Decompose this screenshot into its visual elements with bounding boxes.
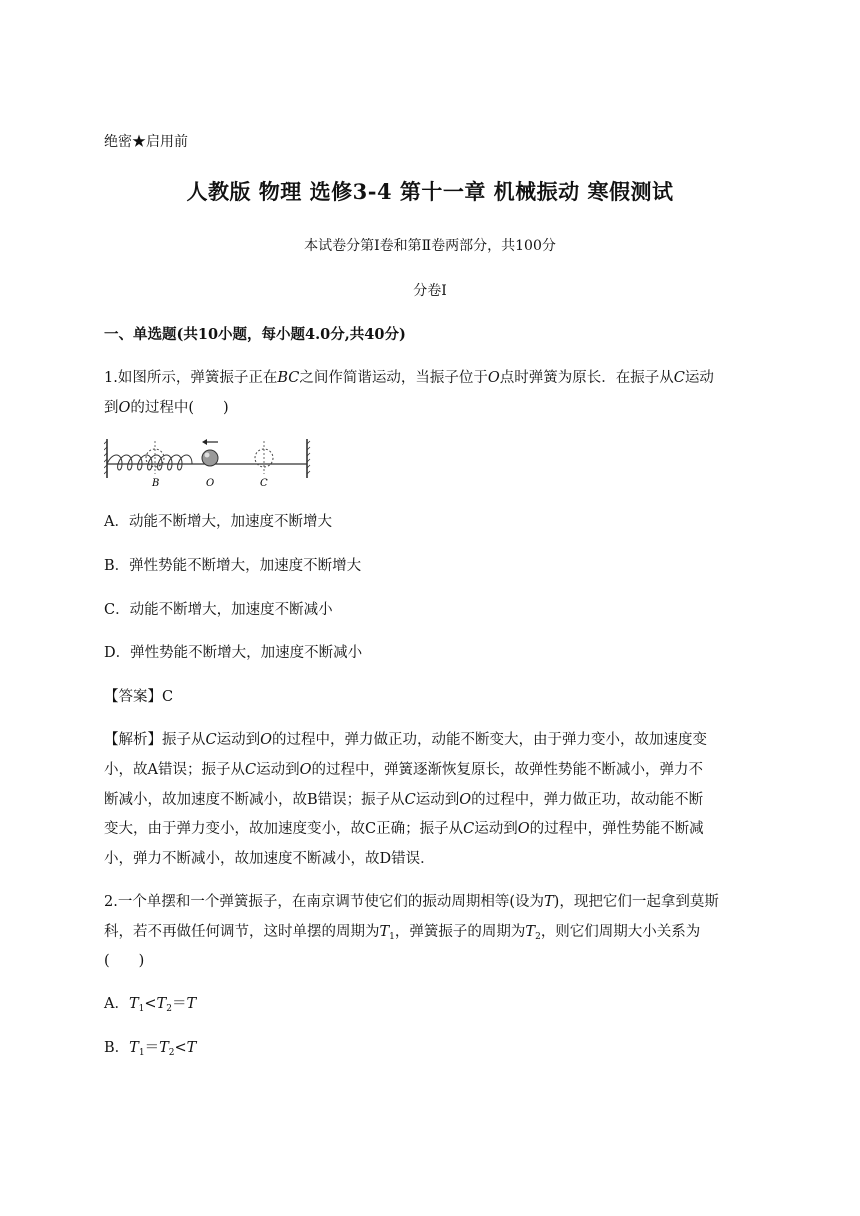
q1-analysis-line-3: 断减小，故加速度不断减小，故B错误；振子从C运动到O的过程中，弹力做正功，故动能不断 (104, 792, 704, 808)
exam-subtitle: 本试卷分第Ⅰ卷和第Ⅱ卷两部分，共100分 (304, 238, 556, 254)
q1-analysis-line-4: 变大，由于弹力变小，故加速度变小，故C正确；振子从C运动到O的过程中，弹性势能不断减 (104, 821, 704, 837)
part-label: 分卷I (413, 283, 447, 299)
q2-stem-line-3: ( ) (104, 953, 145, 969)
q1-analysis-line-2: 小，故A错误；振子从C运动到O的过程中，弹簧逐渐恢复原长，故弹性势能不断减小，弹力不 (104, 762, 703, 778)
q1-answer: 【答案】C (104, 689, 174, 705)
label-o: O (206, 478, 215, 488)
label-b: B (152, 478, 160, 488)
spring-oscillator-figure (104, 436, 319, 488)
exam-title: 人教版 物理 选修3-4 第十一章 机械振动 寒假测试 (186, 179, 674, 204)
q2-option-b[interactable]: B．$T_1=T_2<T$ (104, 1040, 197, 1058)
section-heading: 一、单选题(共10小题，每小题4.0分,共40分) (104, 326, 406, 343)
right-wall (307, 439, 310, 478)
q1-analysis-line-1: 【解析】振子从C运动到O的过程中，弹力做正功，动能不断变大，由于弹力变小，故加速度变 (104, 732, 707, 748)
confidential-header: 绝密★启用前 (104, 134, 188, 150)
q2-stem-line-2: 科，若不再做任何调节，这时单摆的周期为$T_1$，弹簧振子的周期为$T_2$，则它们周期大小关系为 (104, 924, 701, 942)
q1-stem-line-1: 1.如图所示，弹簧振子正在BC之间作简谐运动，当振子位于O点时弹簧为原长．在振子从C运动 (104, 370, 714, 386)
q2-option-a[interactable]: A．$T_1<T_2=T$ (104, 996, 197, 1014)
q1-stem-line-2: 到O的过程中( ) (104, 400, 229, 416)
q1-option-d[interactable]: D．弹性势能不断增大，加速度不断减小 (104, 645, 363, 661)
label-c: C (260, 478, 268, 488)
left-wall (104, 439, 107, 478)
ball-highlight (205, 453, 210, 458)
q2-stem-line-1: 2.一个单摆和一个弹簧振子，在南京调节使它们的振动周期相等(设为T)，现把它们一起拿到莫斯 (104, 894, 719, 910)
oscillator-ball (202, 450, 218, 466)
q1-analysis-line-5: 小，弹力不断减小，故加速度不断减小，故D错误． (104, 851, 435, 867)
arrow-left-icon (202, 439, 218, 445)
q1-option-a[interactable]: A．动能不断增大，加速度不断增大 (104, 514, 332, 530)
q1-option-b[interactable]: B．弹性势能不断增大，加速度不断增大 (104, 558, 362, 574)
spring (107, 455, 202, 470)
q1-option-c[interactable]: C．动能不断增大，加速度不断减小 (104, 602, 333, 618)
